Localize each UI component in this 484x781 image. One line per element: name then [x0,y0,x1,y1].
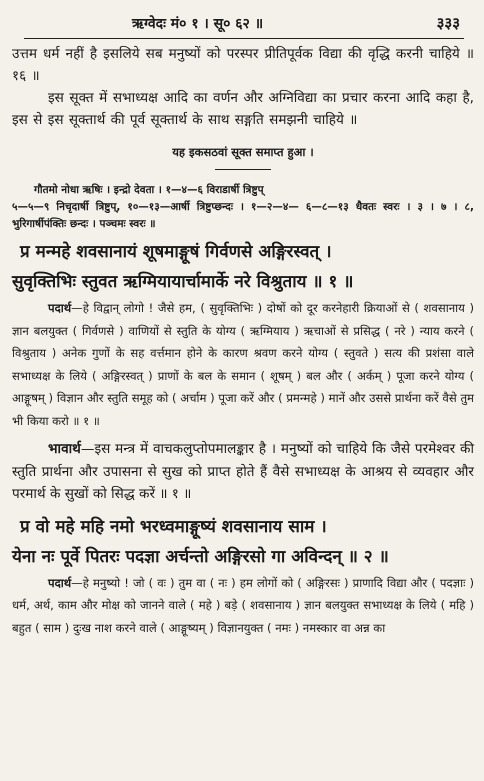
header-rule [24,38,464,39]
padartha-2-text: —हे मनुष्यो ! जो ( वः ) तुम वा ( नः ) हम लोगों को ( अङ्गिरसः ) प्राणादि विद्या और ( पदज्ञाः ) धर्म, अर्थ, काम और मोक्ष को जानने वाले ( महे ) बड़े ( शवसानाय ) ज्ञान बलयुक्त सभाध्यक्ष के लिये ( महि ) बहुत ( साम ) दुःख नाश करने वाले ( आङ्गूष्यम् ) विज्ञानयुक्त ( नमः ) नमस्कार वा अन्न का [12,575,474,635]
padartha-1-label: पदार्थ [48,301,72,315]
verse-1 [12,237,474,297]
padartha-2-label: पदार्थ [48,575,72,590]
verse-2-line-1: प्र वो महे महि नमो भरध्वमाङ्गूष्यं शवसानाय साम । [20,516,327,537]
page-header [12,0,474,40]
bhavartha-1 [12,438,474,506]
verse-1-line-1: प्र मन्महे शवसानायं शूषमाङ्गूषं गिर्वणसे अङ्गिरस्वत् । [20,242,332,262]
verse-2 [12,512,474,572]
verse-2-line-2: येना नः पूर्वे पितरः पदज्ञा अर्चन्तो अङ्गिरसो गा अविन्दन् ॥ २ ॥ [12,546,389,567]
padartha-1-text: —हे विद्वान् लोगो ! जैसे हम, ( सुवृक्तिभिः ) दोषों को दूर करनेहारी क्रियाओं से ( शवसानाय ) ज्ञान बलयुक्त ( गिर्वणसे ) वाणियों से स्तुति के योग्य ( ऋग्मियाय ) ऋचाओं से प्रसिद्ध ( नरे ) न्याय करने ( विश्रुताय ) अनेक गुणों के सह वर्त्तमान होने के कारण श्रवण करने योग्य ( स्तुवते ) सत्य की प्रशंसा वाले सभाध्यक्ष के लिये ( अङ्गिरस्वत् ) प्राणों के बल के समान ( शूषम् ) बल और ( अर्कम् ) पूजा करने योग्य ( आङ्गूषम् ) विज्ञान और स्तुति समूह को ( अर्चाम ) पूजा करें और ( प्रमन्महे ) मानें और उससे प्रार्थना करें वैसे तुम भी किया करो ॥ १ ॥ [12,301,474,428]
metadata-line-2: ५—५—९ निचृदार्षी त्रिष्टुप्, १०—१३—आर्षी त्रिष्टुप्छन्दः । १—२—४— ६—८—१३ धैवतः स्वरः । ३ । ७ । ८, भुरिगार्षीपंक्तिः छन्दः । पञ्चमः स्वरः ॥ [12,201,474,230]
page-number: ३३३ [436,14,460,32]
verse-1-line-2: सुवृक्तिभिः स्तुवत ऋग्मियायार्चामार्के नरे विश्रुताय ॥ १ ॥ [12,272,354,292]
section-divider [215,169,271,170]
bhavartha-1-text: —इस मन्त्र में वाचकलुप्तोपमालङ्कार है । मनुष्यों को चाहिये कि जैसे परमेश्वर की स्तुति प्रार्थना और उपासना से सुख को प्राप्त होते हैं वैसे सभाध्यक्ष के आश्रय से व्यवहार और परमार्थ के सुखों को सिद्ध करें ॥ १ ॥ [12,441,474,502]
intro-paragraph-1: उत्तम धर्म नहीं है इसलिये सब मनुष्यों को परस्पर प्रीतिपूर्वक विद्या की वृद्धि करनी चाहिये ॥ १६ ॥ [12,46,474,84]
intro-paragraph-2: इस सूक्त में सभाध्यक्ष आदि का वर्णन और अग्निविद्या का प्रचार करना आदि कहा है, इस से इस सूक्तार्थ की पूर्व सूक्तार्थ के साथ सङ्गति समझनी चाहिये ॥ [12,90,474,128]
sukta-closing-line: यह इकसठवां सूक्त समाप्त हुआ । [172,145,314,159]
padartha-2 [12,572,474,640]
metadata-line-1: गौतमो नोधा ऋषिः । इन्द्रो देवता । १—४—६ विराडार्षी त्रिष्टुप् [34,184,264,196]
running-title: ऋग्वेदः मं० १ । सू० ६२ ॥ [132,16,264,32]
padartha-1 [12,297,474,432]
bhavartha-1-label: भावार्थ [48,441,81,457]
